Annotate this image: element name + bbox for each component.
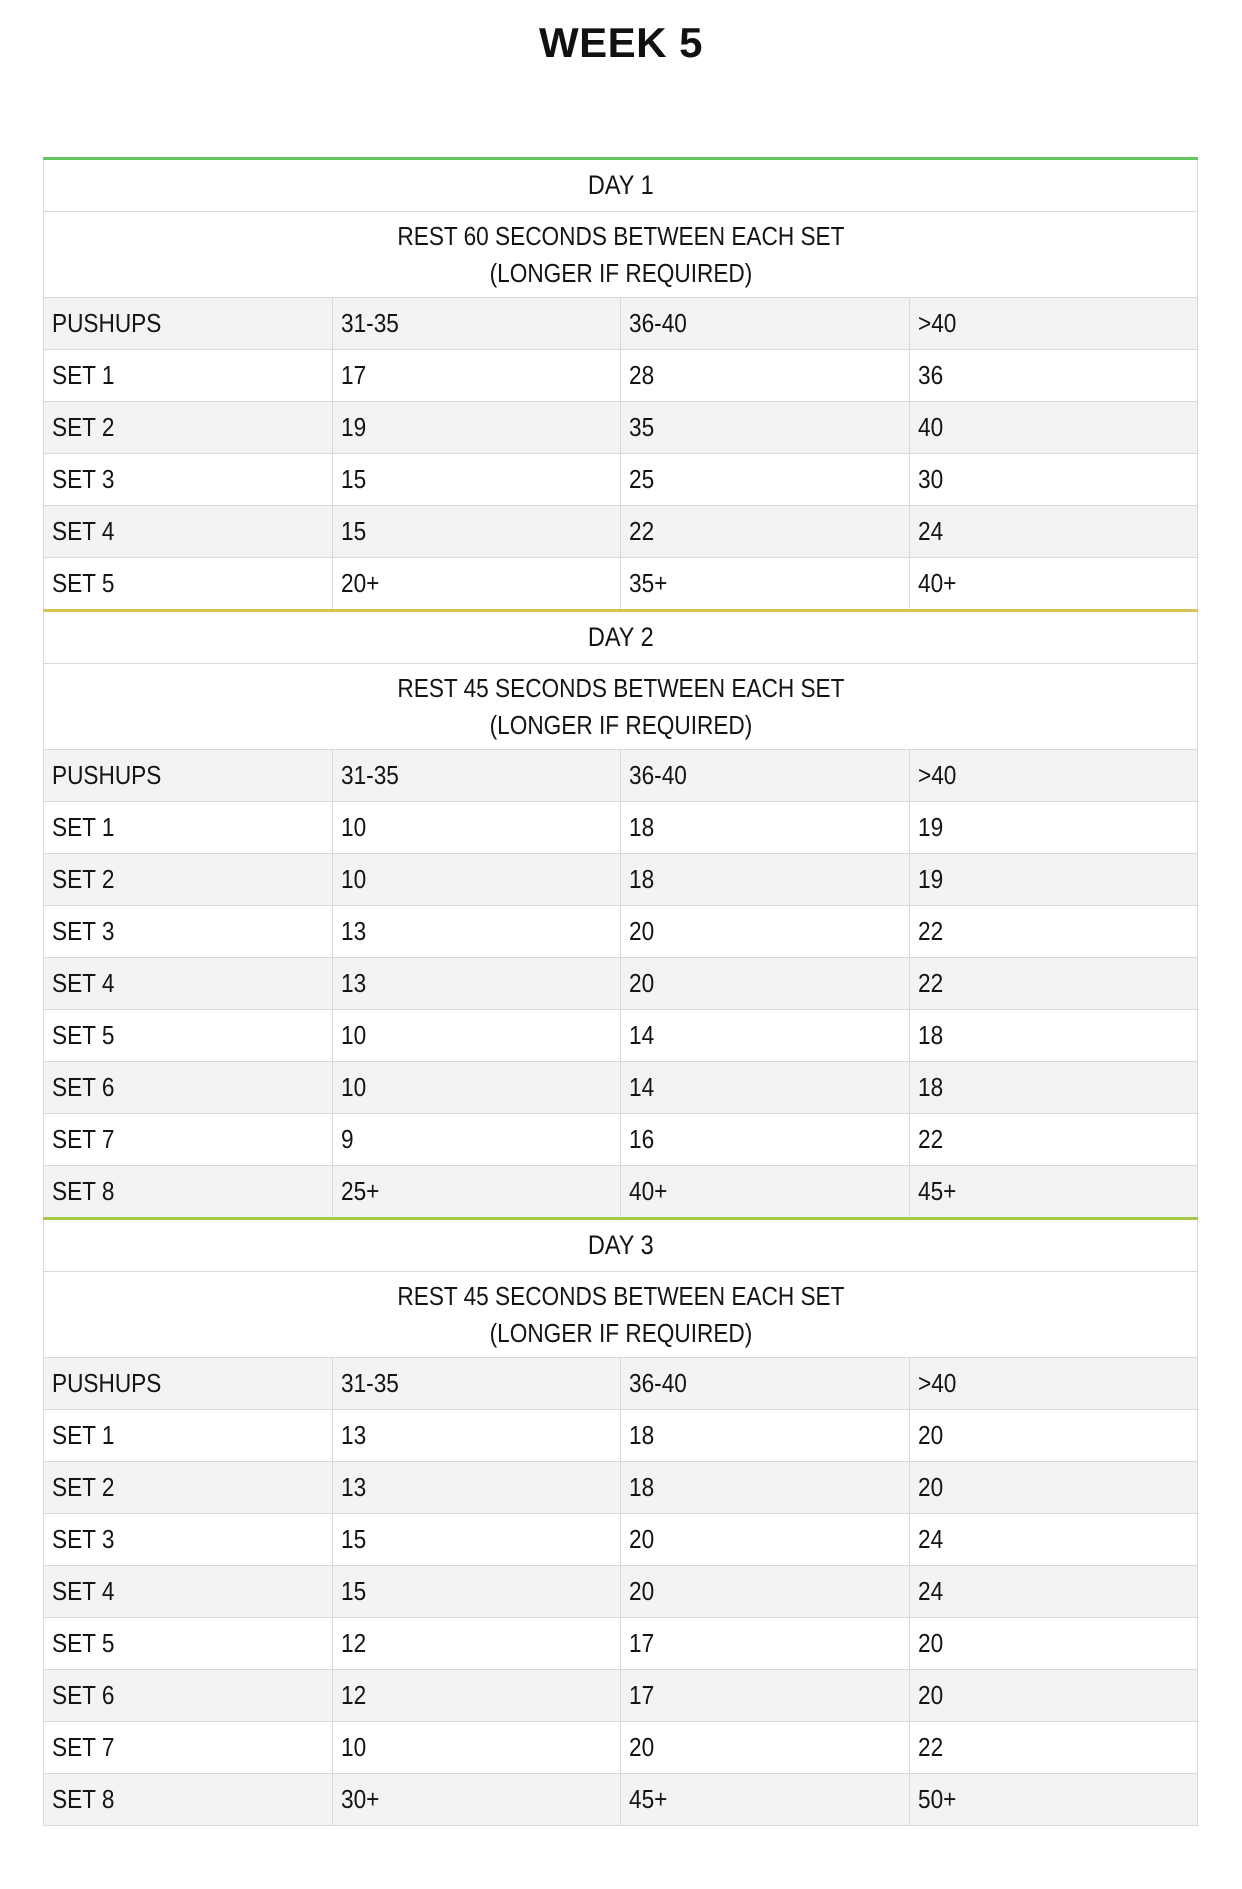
set-label-text: SET 7 xyxy=(52,1124,115,1154)
set-value-cell xyxy=(621,906,910,958)
set-label-cell xyxy=(44,1566,333,1618)
set-value-cell xyxy=(332,506,621,558)
set-value-text: 19 xyxy=(917,812,943,842)
set-value-cell xyxy=(621,454,910,506)
day-1-column-header-3 xyxy=(909,298,1198,350)
set-value-text: 20+ xyxy=(340,568,379,598)
set-label-cell xyxy=(44,1670,333,1722)
set-value-cell xyxy=(332,1166,621,1219)
day-2-rest-line1 xyxy=(44,670,1197,707)
day-3-column-header-0-text: PUSHUPS xyxy=(52,1368,162,1398)
set-label-cell xyxy=(44,1774,333,1826)
set-value-text: 35+ xyxy=(629,568,668,598)
set-value-text: 14 xyxy=(629,1072,655,1102)
set-label-cell xyxy=(44,854,333,906)
set-label-cell xyxy=(44,1514,333,1566)
day-2-rest-cell xyxy=(44,664,1198,750)
set-value-text: 10 xyxy=(340,1732,366,1762)
day-3-rest-cell xyxy=(44,1272,1198,1358)
day-1-set-row-1 xyxy=(44,350,1198,402)
day-1-rest-line1 xyxy=(44,218,1197,255)
set-value-text: 22 xyxy=(917,1732,943,1762)
set-value-cell xyxy=(332,802,621,854)
day-2-column-header-0 xyxy=(44,750,333,802)
day-1-title-text: DAY 1 xyxy=(587,170,654,200)
set-value-text: 30+ xyxy=(340,1784,379,1814)
set-value-cell xyxy=(909,906,1198,958)
day-3-set-row-2 xyxy=(44,1462,1198,1514)
day-2-rest-line2 xyxy=(44,707,1197,744)
set-value-cell xyxy=(909,454,1198,506)
day-1-column-header-1-text: 31-35 xyxy=(340,308,399,338)
set-value-cell xyxy=(621,854,910,906)
set-value-cell xyxy=(909,1774,1198,1826)
set-value-text: 20 xyxy=(629,916,655,946)
day-1-title xyxy=(44,159,1198,212)
day-2-rest-line2-text: (LONGER IF REQUIRED) xyxy=(489,709,752,740)
set-value-cell xyxy=(621,1722,910,1774)
day-2-set-row-8 xyxy=(44,1166,1198,1219)
set-value-text: 25 xyxy=(629,464,655,494)
set-value-cell xyxy=(621,1010,910,1062)
set-value-cell xyxy=(621,802,910,854)
set-value-cell xyxy=(332,1462,621,1514)
set-value-cell xyxy=(621,958,910,1010)
set-value-cell xyxy=(332,350,621,402)
set-value-cell xyxy=(621,1566,910,1618)
day-3-column-header-0 xyxy=(44,1358,333,1410)
set-value-text: 12 xyxy=(340,1680,366,1710)
set-value-text: 18 xyxy=(629,812,655,842)
day-2-row xyxy=(44,611,1198,664)
day-1-column-header-row xyxy=(44,298,1198,350)
day-3-column-header-3 xyxy=(909,1358,1198,1410)
set-label-cell xyxy=(44,1114,333,1166)
day-3-set-row-7 xyxy=(44,1722,1198,1774)
set-label-text: SET 1 xyxy=(52,812,115,842)
set-value-text: 15 xyxy=(340,1524,366,1554)
day-2-title-text: DAY 2 xyxy=(587,622,654,652)
day-2-column-header-3 xyxy=(909,750,1198,802)
set-value-cell xyxy=(909,1722,1198,1774)
set-value-cell xyxy=(909,1462,1198,1514)
day-3-set-row-5 xyxy=(44,1618,1198,1670)
set-value-text: 35 xyxy=(629,412,655,442)
set-value-text: 17 xyxy=(629,1628,655,1658)
day-1-rest-line2 xyxy=(44,255,1197,292)
set-label-cell xyxy=(44,350,333,402)
set-label-text: SET 3 xyxy=(52,1524,115,1554)
set-value-cell xyxy=(332,1618,621,1670)
set-value-cell xyxy=(332,906,621,958)
set-label-cell xyxy=(44,1062,333,1114)
set-value-cell xyxy=(332,1566,621,1618)
day-2-set-row-1 xyxy=(44,802,1198,854)
set-value-text: 13 xyxy=(340,1472,366,1502)
set-value-cell xyxy=(621,1462,910,1514)
set-value-cell xyxy=(621,350,910,402)
set-label-cell xyxy=(44,906,333,958)
day-3-set-row-6 xyxy=(44,1670,1198,1722)
set-label-cell xyxy=(44,454,333,506)
set-value-cell xyxy=(621,1114,910,1166)
day-1-set-row-4 xyxy=(44,506,1198,558)
day-2-set-row-5 xyxy=(44,1010,1198,1062)
day-2-set-row-4 xyxy=(44,958,1198,1010)
day-3-set-row-8 xyxy=(44,1774,1198,1826)
day-3-set-row-1 xyxy=(44,1410,1198,1462)
set-label-text: SET 4 xyxy=(52,1576,115,1606)
set-value-text: 15 xyxy=(340,1576,366,1606)
day-1-rest-cell xyxy=(44,212,1198,298)
set-value-cell xyxy=(909,1010,1198,1062)
day-1-column-header-1 xyxy=(332,298,621,350)
day-3-column-header-2-text: 36-40 xyxy=(629,1368,687,1398)
set-value-cell xyxy=(332,958,621,1010)
set-value-cell xyxy=(621,1062,910,1114)
set-value-text: 20 xyxy=(629,968,655,998)
set-value-text: 13 xyxy=(340,1420,366,1450)
set-value-text: 22 xyxy=(629,516,655,546)
day-2-rest-line1-text: REST 45 SECONDS BETWEEN EACH SET xyxy=(396,672,845,703)
set-value-text: 18 xyxy=(629,864,655,894)
set-value-text: 50+ xyxy=(917,1784,956,1814)
day-3-rest-line2-text: (LONGER IF REQUIRED) xyxy=(489,1317,752,1348)
set-label-cell xyxy=(44,1410,333,1462)
set-value-text: 20 xyxy=(917,1680,943,1710)
set-value-cell xyxy=(909,558,1198,611)
day-1-column-header-3-text: >40 xyxy=(917,308,956,338)
set-value-text: 19 xyxy=(917,864,943,894)
set-label-cell xyxy=(44,1166,333,1219)
set-value-cell xyxy=(621,506,910,558)
set-value-text: 13 xyxy=(340,968,366,998)
workout-plan-body xyxy=(44,159,1198,1826)
set-label-cell xyxy=(44,1618,333,1670)
set-value-cell xyxy=(332,1514,621,1566)
workout-plan-table xyxy=(43,157,1198,1826)
set-label-text: SET 3 xyxy=(52,464,115,494)
set-value-cell xyxy=(332,854,621,906)
set-label-cell xyxy=(44,1462,333,1514)
set-label-text: SET 5 xyxy=(52,1628,115,1658)
set-value-text: 18 xyxy=(917,1072,943,1102)
set-value-cell xyxy=(332,1774,621,1826)
set-label-text: SET 5 xyxy=(52,568,115,598)
set-value-text: 10 xyxy=(340,1020,366,1050)
set-value-cell xyxy=(621,402,910,454)
day-3-rest-line2 xyxy=(44,1315,1197,1352)
set-value-text: 36 xyxy=(917,360,943,390)
set-value-text: 12 xyxy=(340,1628,366,1658)
set-value-cell xyxy=(332,1062,621,1114)
set-value-text: 19 xyxy=(340,412,366,442)
set-value-text: 40+ xyxy=(917,568,956,598)
set-label-cell xyxy=(44,506,333,558)
day-2-set-row-6 xyxy=(44,1062,1198,1114)
set-value-text: 28 xyxy=(629,360,655,390)
set-value-text: 24 xyxy=(917,516,943,546)
set-label-text: SET 2 xyxy=(52,1472,115,1502)
set-value-text: 22 xyxy=(917,916,943,946)
set-value-cell xyxy=(332,558,621,611)
day-3-set-row-3 xyxy=(44,1514,1198,1566)
set-value-text: 22 xyxy=(917,1124,943,1154)
day-1-rest-line1-text: REST 60 SECONDS BETWEEN EACH SET xyxy=(396,220,845,251)
set-value-text: 10 xyxy=(340,864,366,894)
set-value-text: 22 xyxy=(917,968,943,998)
set-value-cell xyxy=(332,402,621,454)
set-label-cell xyxy=(44,402,333,454)
day-2-set-row-7 xyxy=(44,1114,1198,1166)
set-value-text: 45+ xyxy=(629,1784,668,1814)
set-value-cell xyxy=(909,1514,1198,1566)
day-2-rest-row xyxy=(44,664,1198,750)
set-label-text: SET 4 xyxy=(52,516,115,546)
set-value-text: 20 xyxy=(629,1524,655,1554)
set-value-text: 17 xyxy=(629,1680,655,1710)
day-3-column-header-1-text: 31-35 xyxy=(340,1368,399,1398)
set-label-text: SET 1 xyxy=(52,360,115,390)
day-1-column-header-0-text: PUSHUPS xyxy=(52,308,162,338)
set-value-text: 45+ xyxy=(917,1176,956,1206)
set-label-text: SET 1 xyxy=(52,1420,115,1450)
day-1-column-header-0 xyxy=(44,298,333,350)
day-2-set-row-3 xyxy=(44,906,1198,958)
set-value-text: 16 xyxy=(629,1124,655,1154)
set-label-text: SET 8 xyxy=(52,1176,115,1206)
day-2-title xyxy=(44,611,1198,664)
day-2-column-header-2-text: 36-40 xyxy=(629,760,687,790)
day-3-set-row-4 xyxy=(44,1566,1198,1618)
day-3-column-header-2 xyxy=(621,1358,910,1410)
day-1-column-header-2 xyxy=(621,298,910,350)
set-value-text: 10 xyxy=(340,1072,366,1102)
set-label-text: SET 4 xyxy=(52,968,115,998)
set-value-text: 15 xyxy=(340,516,366,546)
set-value-text: 13 xyxy=(340,916,366,946)
set-value-text: 25+ xyxy=(340,1176,379,1206)
set-value-text: 30 xyxy=(917,464,943,494)
set-value-cell xyxy=(332,454,621,506)
set-label-text: SET 8 xyxy=(52,1784,115,1814)
set-label-cell xyxy=(44,558,333,611)
set-value-cell xyxy=(909,1566,1198,1618)
set-value-cell xyxy=(909,1114,1198,1166)
set-value-text: 18 xyxy=(629,1420,655,1450)
set-label-cell xyxy=(44,1010,333,1062)
day-3-rest-line1 xyxy=(44,1278,1197,1315)
set-value-text: 24 xyxy=(917,1576,943,1606)
set-value-cell xyxy=(909,350,1198,402)
page-title: WEEK 5 xyxy=(538,19,704,66)
set-value-cell xyxy=(621,1670,910,1722)
set-value-cell xyxy=(332,1670,621,1722)
set-value-text: 10 xyxy=(340,812,366,842)
set-value-text: 40+ xyxy=(629,1176,668,1206)
set-value-cell xyxy=(621,1410,910,1462)
set-value-cell xyxy=(332,1722,621,1774)
set-value-text: 20 xyxy=(917,1628,943,1658)
set-value-text: 24 xyxy=(917,1524,943,1554)
set-value-cell xyxy=(909,1166,1198,1219)
day-1-set-row-3 xyxy=(44,454,1198,506)
set-label-text: SET 3 xyxy=(52,916,115,946)
set-value-cell xyxy=(909,1062,1198,1114)
set-value-cell xyxy=(909,1410,1198,1462)
set-label-text: SET 5 xyxy=(52,1020,115,1050)
set-value-cell xyxy=(909,854,1198,906)
set-value-text: 14 xyxy=(629,1020,655,1050)
day-3-rest-line1-text: REST 45 SECONDS BETWEEN EACH SET xyxy=(396,1280,845,1311)
set-label-text: SET 2 xyxy=(52,864,115,894)
day-1-set-row-2 xyxy=(44,402,1198,454)
set-value-cell xyxy=(909,1670,1198,1722)
set-value-text: 9 xyxy=(340,1124,354,1154)
day-3-column-header-row xyxy=(44,1358,1198,1410)
set-value-text: 17 xyxy=(340,360,366,390)
set-value-cell xyxy=(909,802,1198,854)
set-value-cell xyxy=(332,1010,621,1062)
set-value-cell xyxy=(621,1514,910,1566)
set-value-cell xyxy=(621,1166,910,1219)
set-value-text: 18 xyxy=(917,1020,943,1050)
set-value-text: 20 xyxy=(917,1420,943,1450)
set-label-cell xyxy=(44,1722,333,1774)
day-1-rest-line2-text: (LONGER IF REQUIRED) xyxy=(489,257,752,288)
set-value-cell xyxy=(909,958,1198,1010)
set-label-text: SET 7 xyxy=(52,1732,115,1762)
day-2-column-header-row xyxy=(44,750,1198,802)
set-label-cell xyxy=(44,958,333,1010)
set-label-cell xyxy=(44,802,333,854)
day-3-title-text: DAY 3 xyxy=(587,1230,654,1260)
set-value-cell xyxy=(909,402,1198,454)
day-2-column-header-2 xyxy=(621,750,910,802)
day-3-row xyxy=(44,1219,1198,1272)
day-2-column-header-3-text: >40 xyxy=(917,760,956,790)
set-value-text: 20 xyxy=(917,1472,943,1502)
day-2-column-header-1 xyxy=(332,750,621,802)
day-1-set-row-5 xyxy=(44,558,1198,611)
set-value-cell xyxy=(332,1114,621,1166)
day-3-column-header-1 xyxy=(332,1358,621,1410)
day-1-rest-row xyxy=(44,212,1198,298)
set-value-cell xyxy=(621,558,910,611)
set-value-cell xyxy=(332,1410,621,1462)
day-1-column-header-2-text: 36-40 xyxy=(629,308,687,338)
set-value-text: 40 xyxy=(917,412,943,442)
set-value-text: 20 xyxy=(629,1732,655,1762)
day-3-rest-row xyxy=(44,1272,1198,1358)
set-value-text: 18 xyxy=(629,1472,655,1502)
day-2-set-row-2 xyxy=(44,854,1198,906)
set-label-text: SET 6 xyxy=(52,1680,115,1710)
day-3-column-header-3-text: >40 xyxy=(917,1368,956,1398)
set-value-text: 15 xyxy=(340,464,366,494)
set-label-text: SET 2 xyxy=(52,412,115,442)
day-3-title xyxy=(44,1219,1198,1272)
day-2-column-header-1-text: 31-35 xyxy=(340,760,399,790)
set-value-cell xyxy=(621,1774,910,1826)
set-value-cell xyxy=(909,506,1198,558)
set-label-text: SET 6 xyxy=(52,1072,115,1102)
set-value-text: 20 xyxy=(629,1576,655,1606)
set-value-cell xyxy=(621,1618,910,1670)
day-1-row xyxy=(44,159,1198,212)
day-2-column-header-0-text: PUSHUPS xyxy=(52,760,162,790)
set-value-cell xyxy=(909,1618,1198,1670)
